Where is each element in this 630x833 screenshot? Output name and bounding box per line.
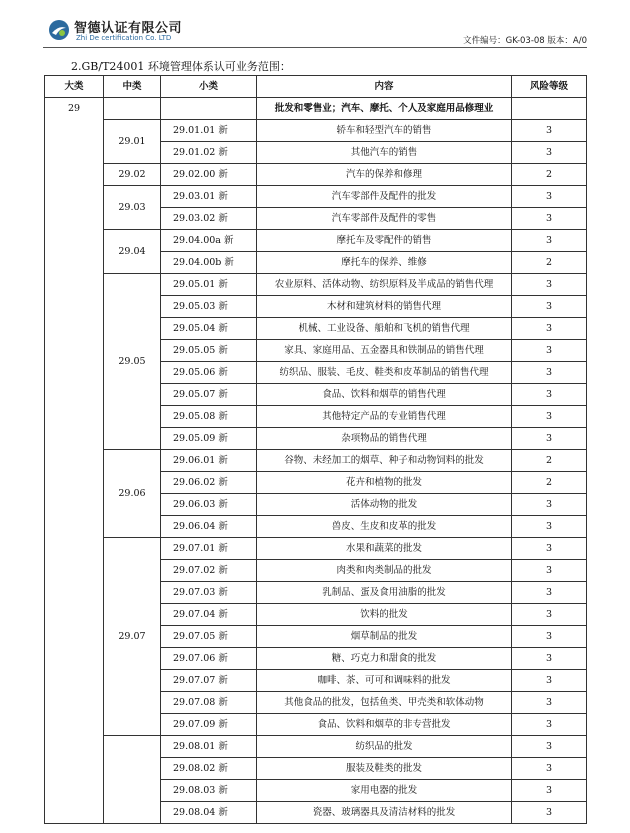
content-cell: 农业原料、活体动物、纺织原料及半成品的销售代理 [257,274,512,296]
minor-code-cell: 29.08.01 新 [161,736,257,758]
content-cell: 水果和蔬菜的批发 [257,538,512,560]
minor-code-cell: 29.02.00 新 [161,164,257,186]
risk-cell: 3 [512,208,587,230]
content-cell: 轿车和轻型汽车的销售 [257,120,512,142]
table-row [45,98,587,120]
minor-code-cell: 29.05.09 新 [161,428,257,450]
content-cell: 食品、饮料和烟草的非专营批发 [257,714,512,736]
risk-cell: 3 [512,516,587,538]
risk-cell: 3 [512,318,587,340]
risk-cell: 3 [512,736,587,758]
risk-cell: 3 [512,384,587,406]
table-cell [512,98,587,120]
minor-code-cell: 29.05.01 新 [161,274,257,296]
risk-cell: 3 [512,120,587,142]
content-cell: 食品、饮料和烟草的销售代理 [257,384,512,406]
company-logo-icon [48,19,70,41]
content-cell: 摩托车的保养、维修 [257,252,512,274]
table-row [45,538,587,560]
content-cell: 摩托车及零配件的销售 [257,230,512,252]
content-cell: 家具、家庭用品、五金器具和铁制品的销售代理 [257,340,512,362]
minor-code-cell: 29.01.01 新 [161,120,257,142]
minor-code-cell: 29.01.02 新 [161,142,257,164]
minor-code-cell: 29.08.02 新 [161,758,257,780]
minor-code-cell: 29.07.03 新 [161,582,257,604]
document-number: 文件编号：GK-03-08 版本：A/0 [463,36,587,46]
minor-code-cell: 29.07.07 新 [161,670,257,692]
risk-cell: 3 [512,692,587,714]
risk-cell: 3 [512,560,587,582]
risk-cell: 3 [512,406,587,428]
minor-code-cell: 29.05.08 新 [161,406,257,428]
header-content: 内容 [257,76,512,98]
risk-cell: 3 [512,230,587,252]
table-row [45,164,587,186]
content-cell: 汽车的保养和修理 [257,164,512,186]
header-divider [43,47,587,48]
risk-cell: 3 [512,582,587,604]
risk-cell: 3 [512,494,587,516]
risk-cell: 3 [512,186,587,208]
minor-code-cell: 29.06.02 新 [161,472,257,494]
header-minor: 小类 [161,76,257,98]
minor-code-cell: 29.07.04 新 [161,604,257,626]
content-cell: 纺织品的批发 [257,736,512,758]
content-cell: 谷物、未经加工的烟草、种子和动物饲料的批发 [257,450,512,472]
minor-code-cell: 29.07.05 新 [161,626,257,648]
risk-cell: 3 [512,538,587,560]
page-header [0,0,630,50]
risk-cell: 3 [512,670,587,692]
content-cell: 烟草制品的批发 [257,626,512,648]
medium-code-cell: 29.01 [104,120,161,164]
header-risk: 风险等级 [512,76,587,98]
content-cell: 其他特定产品的专业销售代理 [257,406,512,428]
medium-code-cell [104,736,161,824]
minor-code-cell: 29.06.03 新 [161,494,257,516]
risk-cell: 3 [512,758,587,780]
minor-code-cell: 29.05.04 新 [161,318,257,340]
medium-code-cell: 29.04 [104,230,161,274]
minor-code-cell: 29.04.00a 新 [161,230,257,252]
risk-cell: 3 [512,428,587,450]
risk-cell: 3 [512,142,587,164]
risk-cell: 3 [512,362,587,384]
minor-code-cell: 29.03.02 新 [161,208,257,230]
content-cell: 饮料的批发 [257,604,512,626]
medium-code-cell: 29.06 [104,450,161,538]
risk-cell: 2 [512,164,587,186]
minor-code-cell: 29.07.08 新 [161,692,257,714]
medium-code-cell: 29.02 [104,164,161,186]
minor-code-cell: 29.07.06 新 [161,648,257,670]
medium-code-cell: 29.03 [104,186,161,230]
risk-cell: 3 [512,714,587,736]
table-cell [104,98,161,120]
risk-cell: 2 [512,252,587,274]
risk-cell: 3 [512,296,587,318]
minor-code-cell: 29.05.05 新 [161,340,257,362]
section-title: 2.GB/T24001 环境管理体系认可业务范围： [71,60,291,73]
content-cell: 兽皮、生皮和皮革的批发 [257,516,512,538]
table-header-row [45,76,587,98]
content-cell: 花卉和植物的批发 [257,472,512,494]
risk-cell: 3 [512,626,587,648]
minor-code-cell: 29.06.04 新 [161,516,257,538]
minor-code-cell: 29.07.02 新 [161,560,257,582]
medium-code-cell: 29.05 [104,274,161,450]
content-cell: 杂项物品的销售代理 [257,428,512,450]
risk-cell: 3 [512,802,587,824]
content-cell: 咖啡、茶、可可和调味料的批发 [257,670,512,692]
content-cell: 汽车零部件及配件的零售 [257,208,512,230]
content-cell: 木材和建筑材料的销售代理 [257,296,512,318]
content-cell: 活体动物的批发 [257,494,512,516]
content-cell: 其他汽车的销售 [257,142,512,164]
company-name: 智德认证有限公司 [74,21,183,36]
minor-code-cell: 29.05.06 新 [161,362,257,384]
table-row [45,450,587,472]
content-cell: 纺织品、服装、毛皮、鞋类和皮革制品的销售代理 [257,362,512,384]
table-row [45,186,587,208]
table-row [45,120,587,142]
company-english-name: Zhi De certification Co. LTD [76,34,172,42]
content-cell: 机械、工业设备、船舶和飞机的销售代理 [257,318,512,340]
header-medium: 中类 [104,76,161,98]
content-cell: 家用电器的批发 [257,780,512,802]
minor-code-cell: 29.03.01 新 [161,186,257,208]
minor-code-cell: 29.08.04 新 [161,802,257,824]
minor-code-cell: 29.05.07 新 [161,384,257,406]
header-major: 大类 [45,76,104,98]
risk-cell: 3 [512,604,587,626]
minor-code-cell: 29.05.03 新 [161,296,257,318]
table-row [45,274,587,296]
major-code-cell: 29 [45,98,104,824]
minor-code-cell: 29.07.09 新 [161,714,257,736]
minor-code-cell: 29.06.01 新 [161,450,257,472]
major-content-cell: 批发和零售业；汽车、摩托、个人及家庭用品修理业 [257,98,512,120]
scope-table [44,75,587,824]
table-row [45,230,587,252]
table-row [45,736,587,758]
risk-cell: 3 [512,780,587,802]
minor-code-cell: 29.04.00b 新 [161,252,257,274]
content-cell: 其他食品的批发，包括鱼类、甲壳类和软体动物 [257,692,512,714]
content-cell: 乳制品、蛋及食用油脂的批发 [257,582,512,604]
content-cell: 瓷器、玻璃器具及清洁材料的批发 [257,802,512,824]
table-cell [161,98,257,120]
minor-code-cell: 29.08.03 新 [161,780,257,802]
content-cell: 糖、巧克力和甜食的批发 [257,648,512,670]
risk-cell: 2 [512,450,587,472]
minor-code-cell: 29.07.01 新 [161,538,257,560]
risk-cell: 3 [512,648,587,670]
content-cell: 汽车零部件及配件的批发 [257,186,512,208]
content-cell: 肉类和肉类制品的批发 [257,560,512,582]
medium-code-cell: 29.07 [104,538,161,736]
content-cell: 服装及鞋类的批发 [257,758,512,780]
risk-cell: 3 [512,340,587,362]
risk-cell: 3 [512,274,587,296]
risk-cell: 2 [512,472,587,494]
